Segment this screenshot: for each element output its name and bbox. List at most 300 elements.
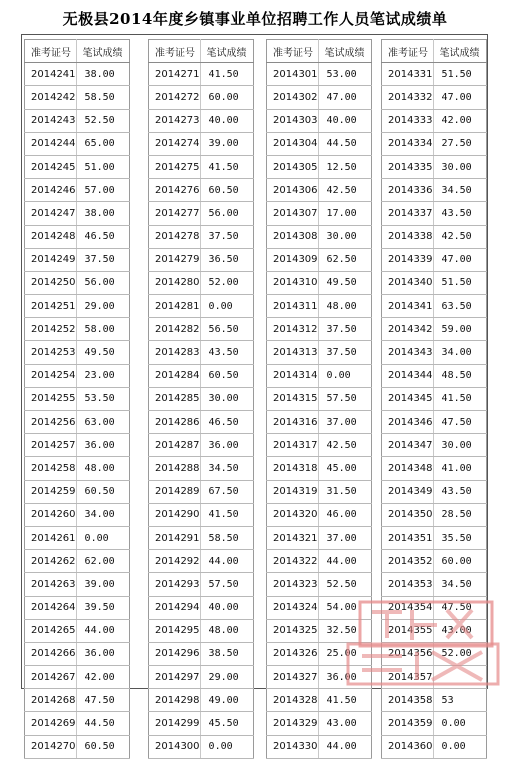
exam-number-cell: 2014352 — [382, 550, 434, 573]
table-row — [382, 179, 487, 202]
table-row — [149, 364, 254, 387]
header-written-score: 笔试成绩 — [76, 40, 129, 63]
score-cell: 45.50 — [200, 712, 253, 735]
page-title: 无极县2014年度乡镇事业单位招聘工作人员笔试成绩单 — [62, 10, 448, 28]
score-cell: 49.00 — [200, 689, 253, 712]
score-cell: 34.50 — [433, 573, 486, 596]
exam-number-cell: 2014360 — [382, 735, 434, 758]
header-written-score: 笔试成绩 — [433, 40, 486, 63]
table-row — [267, 642, 372, 665]
score-cell: 36.00 — [76, 434, 129, 457]
table-row — [149, 411, 254, 434]
score-cell: 67.50 — [200, 480, 253, 503]
exam-number-cell: 2014291 — [149, 526, 201, 549]
score-cell: 0.00 — [433, 735, 486, 758]
exam-number-cell: 2014344 — [382, 364, 434, 387]
exam-number-cell: 2014287 — [149, 434, 201, 457]
table-row — [149, 666, 254, 689]
table-row — [149, 63, 254, 86]
table-row — [25, 318, 130, 341]
exam-number-cell: 2014315 — [267, 387, 319, 410]
table-row — [267, 480, 372, 503]
exam-number-cell: 2014319 — [267, 480, 319, 503]
exam-number-cell: 2014320 — [267, 503, 319, 526]
exam-number-cell: 2014297 — [149, 666, 201, 689]
score-cell: 52.00 — [200, 271, 253, 294]
table-row — [267, 155, 372, 178]
score-cell: 30.00 — [433, 434, 486, 457]
exam-number-cell: 2014270 — [25, 735, 77, 758]
exam-number-cell: 2014247 — [25, 202, 77, 225]
table-row — [149, 341, 254, 364]
exam-number-cell: 2014269 — [25, 712, 77, 735]
table-row — [149, 155, 254, 178]
score-cell: 62.50 — [318, 248, 371, 271]
score-cell: 48.00 — [318, 295, 371, 318]
exam-number-cell: 2014278 — [149, 225, 201, 248]
exam-number-cell: 2014244 — [25, 132, 77, 155]
exam-number-cell: 2014353 — [382, 573, 434, 596]
table-header-row — [149, 40, 254, 63]
exam-number-cell: 2014283 — [149, 341, 201, 364]
exam-number-cell: 2014321 — [267, 526, 319, 549]
table-row — [382, 712, 487, 735]
table-row — [25, 179, 130, 202]
exam-number-cell: 2014329 — [267, 712, 319, 735]
table-row — [25, 503, 130, 526]
exam-number-cell: 2014248 — [25, 225, 77, 248]
score-cell: 37.50 — [76, 248, 129, 271]
score-cell: 43.00 — [433, 619, 486, 642]
table-row — [25, 364, 130, 387]
score-cell: 44.50 — [76, 712, 129, 735]
exam-number-cell: 2014258 — [25, 457, 77, 480]
exam-number-cell: 2014262 — [25, 550, 77, 573]
score-cell: 31.50 — [318, 480, 371, 503]
table-row — [267, 550, 372, 573]
exam-number-cell: 2014268 — [25, 689, 77, 712]
exam-number-cell: 2014323 — [267, 573, 319, 596]
exam-number-cell: 2014341 — [382, 295, 434, 318]
score-cell: 0.00 — [318, 364, 371, 387]
exam-number-cell: 2014249 — [25, 248, 77, 271]
exam-number-cell: 2014266 — [25, 642, 77, 665]
score-cell: 59.00 — [433, 318, 486, 341]
score-cell: 39.50 — [76, 596, 129, 619]
exam-number-cell: 2014289 — [149, 480, 201, 503]
score-cell: 37.00 — [318, 411, 371, 434]
score-cell: 36.00 — [200, 434, 253, 457]
score-cell: 27.50 — [433, 132, 486, 155]
table-header-row — [25, 40, 130, 63]
exam-number-cell: 2014322 — [267, 550, 319, 573]
table-row — [25, 109, 130, 132]
table-row — [267, 63, 372, 86]
exam-number-cell: 2014294 — [149, 596, 201, 619]
table-row — [382, 364, 487, 387]
table-row — [149, 132, 254, 155]
score-cell: 36.00 — [76, 642, 129, 665]
table-row — [382, 271, 487, 294]
table-row — [267, 411, 372, 434]
table-row — [267, 248, 372, 271]
table-row — [382, 225, 487, 248]
score-cell: 37.00 — [318, 526, 371, 549]
exam-number-cell: 2014288 — [149, 457, 201, 480]
table-row — [25, 434, 130, 457]
score-cell: 56.00 — [76, 271, 129, 294]
exam-number-cell: 2014312 — [267, 318, 319, 341]
table-row — [382, 550, 487, 573]
exam-number-cell: 2014296 — [149, 642, 201, 665]
score-cell: 65.00 — [76, 132, 129, 155]
score-cell: 44.00 — [318, 550, 371, 573]
score-cell: 34.00 — [433, 341, 486, 364]
table-row — [382, 619, 487, 642]
exam-number-cell: 2014241 — [25, 63, 77, 86]
exam-number-cell: 2014304 — [267, 132, 319, 155]
table-row — [149, 295, 254, 318]
score-cell: 44.00 — [200, 550, 253, 573]
score-cell: 43.50 — [433, 480, 486, 503]
exam-number-cell: 2014355 — [382, 619, 434, 642]
exam-number-cell: 2014261 — [25, 526, 77, 549]
table-row — [149, 179, 254, 202]
exam-number-cell: 2014242 — [25, 86, 77, 109]
score-cell: 47.00 — [433, 248, 486, 271]
table-row — [25, 341, 130, 364]
table-row — [25, 689, 130, 712]
table-row — [149, 318, 254, 341]
exam-number-cell: 2014307 — [267, 202, 319, 225]
table-row — [267, 619, 372, 642]
table-row — [267, 735, 372, 758]
exam-number-cell: 2014256 — [25, 411, 77, 434]
score-cell: 37.50 — [318, 341, 371, 364]
table-row — [25, 457, 130, 480]
score-cell: 32.50 — [318, 619, 371, 642]
table-row — [382, 596, 487, 619]
table-row — [149, 480, 254, 503]
score-table-1 — [24, 39, 130, 759]
exam-number-cell: 2014254 — [25, 364, 77, 387]
score-cell: 46.50 — [76, 225, 129, 248]
exam-number-cell: 2014335 — [382, 155, 434, 178]
exam-number-cell: 2014267 — [25, 666, 77, 689]
table-row — [267, 318, 372, 341]
table-row — [25, 271, 130, 294]
table-row — [25, 248, 130, 271]
score-table-2 — [148, 39, 254, 759]
score-cell: 53.00 — [318, 63, 371, 86]
exam-number-cell: 2014298 — [149, 689, 201, 712]
table-row — [149, 457, 254, 480]
table-row — [382, 341, 487, 364]
score-cell: 48.50 — [433, 364, 486, 387]
exam-number-cell: 2014339 — [382, 248, 434, 271]
score-cell: 42.00 — [433, 109, 486, 132]
table-header-row — [267, 40, 372, 63]
table-row — [267, 202, 372, 225]
score-cell: 35.50 — [433, 526, 486, 549]
score-cell: 36.00 — [318, 666, 371, 689]
score-cell: 37.50 — [200, 225, 253, 248]
table-header-row — [382, 40, 487, 63]
exam-number-cell: 2014255 — [25, 387, 77, 410]
exam-number-cell: 2014301 — [267, 63, 319, 86]
score-cell: 30.00 — [318, 225, 371, 248]
score-cell: 42.50 — [318, 179, 371, 202]
exam-number-cell: 2014302 — [267, 86, 319, 109]
table-row — [25, 86, 130, 109]
table-row — [382, 573, 487, 596]
score-cell: 60.00 — [200, 86, 253, 109]
table-row — [382, 411, 487, 434]
exam-number-cell: 2014324 — [267, 596, 319, 619]
table-row — [382, 503, 487, 526]
exam-number-cell: 2014257 — [25, 434, 77, 457]
table-row — [25, 526, 130, 549]
score-cell: 62.00 — [76, 550, 129, 573]
exam-number-cell: 2014260 — [25, 503, 77, 526]
table-row — [382, 526, 487, 549]
table-row — [25, 642, 130, 665]
header-exam-number: 准考证号 — [149, 40, 201, 63]
score-cell: 63.00 — [76, 411, 129, 434]
score-cell: 34.00 — [76, 503, 129, 526]
score-cell: 48.00 — [76, 457, 129, 480]
exam-number-cell: 2014348 — [382, 457, 434, 480]
score-cell: 57.00 — [76, 179, 129, 202]
exam-number-cell: 2014317 — [267, 434, 319, 457]
exam-number-cell: 2014259 — [25, 480, 77, 503]
score-cell: 29.00 — [76, 295, 129, 318]
exam-number-cell: 2014334 — [382, 132, 434, 155]
table-row — [267, 271, 372, 294]
score-cell: 41.50 — [318, 689, 371, 712]
score-cell: 29.00 — [200, 666, 253, 689]
exam-number-cell: 2014325 — [267, 619, 319, 642]
table-row — [382, 202, 487, 225]
exam-number-cell: 2014356 — [382, 642, 434, 665]
table-row — [382, 295, 487, 318]
table-row — [267, 364, 372, 387]
table-row — [149, 689, 254, 712]
table-row — [267, 434, 372, 457]
score-cell: 63.50 — [433, 295, 486, 318]
exam-number-cell: 2014313 — [267, 341, 319, 364]
score-cell: 42.50 — [318, 434, 371, 457]
exam-number-cell: 2014305 — [267, 155, 319, 178]
table-row — [267, 86, 372, 109]
exam-number-cell: 2014246 — [25, 179, 77, 202]
exam-number-cell: 2014314 — [267, 364, 319, 387]
table-row — [149, 271, 254, 294]
exam-number-cell: 2014306 — [267, 179, 319, 202]
table-row — [25, 735, 130, 758]
score-cell: 60.50 — [76, 480, 129, 503]
table-row — [25, 155, 130, 178]
exam-number-cell: 2014337 — [382, 202, 434, 225]
exam-number-cell: 2014245 — [25, 155, 77, 178]
table-row — [382, 480, 487, 503]
score-cell: 47.50 — [433, 596, 486, 619]
table-row — [149, 573, 254, 596]
score-cell: 51.50 — [433, 63, 486, 86]
exam-number-cell: 2014331 — [382, 63, 434, 86]
exam-number-cell: 2014280 — [149, 271, 201, 294]
table-row — [149, 503, 254, 526]
table-row — [267, 179, 372, 202]
score-cell: 39.00 — [200, 132, 253, 155]
table-row — [382, 689, 487, 712]
score-cell: 40.00 — [200, 109, 253, 132]
table-row — [25, 550, 130, 573]
score-table-4 — [381, 39, 487, 759]
score-cell: 43.00 — [318, 712, 371, 735]
table-row — [149, 596, 254, 619]
score-cell: 42.00 — [76, 666, 129, 689]
exam-number-cell: 2014346 — [382, 411, 434, 434]
exam-number-cell: 2014290 — [149, 503, 201, 526]
score-cell: 47.00 — [433, 86, 486, 109]
score-cell: 47.50 — [76, 689, 129, 712]
table-row — [267, 503, 372, 526]
score-cell: 0.00 — [200, 295, 253, 318]
table-row — [149, 225, 254, 248]
exam-number-cell: 2014272 — [149, 86, 201, 109]
exam-number-cell: 2014357 — [382, 666, 434, 689]
score-cell: 52.00 — [433, 642, 486, 665]
exam-number-cell: 2014358 — [382, 689, 434, 712]
table-row — [149, 712, 254, 735]
score-cell: 42.50 — [433, 225, 486, 248]
table-row — [382, 318, 487, 341]
table-row — [25, 666, 130, 689]
exam-number-cell: 2014300 — [149, 735, 201, 758]
table-row — [267, 109, 372, 132]
exam-number-cell: 2014271 — [149, 63, 201, 86]
exam-number-cell: 2014292 — [149, 550, 201, 573]
exam-number-cell: 2014273 — [149, 109, 201, 132]
score-cell: 53 — [433, 689, 486, 712]
exam-number-cell: 2014338 — [382, 225, 434, 248]
score-cell: 49.50 — [318, 271, 371, 294]
table-row — [382, 63, 487, 86]
table-row — [25, 202, 130, 225]
exam-number-cell: 2014332 — [382, 86, 434, 109]
score-cell: 0.00 — [76, 526, 129, 549]
table-row — [267, 341, 372, 364]
exam-number-cell: 2014318 — [267, 457, 319, 480]
exam-number-cell: 2014295 — [149, 619, 201, 642]
score-cell: 46.00 — [318, 503, 371, 526]
score-cell: 46.50 — [200, 411, 253, 434]
exam-number-cell: 2014343 — [382, 341, 434, 364]
exam-number-cell: 2014342 — [382, 318, 434, 341]
table-row — [382, 248, 487, 271]
exam-number-cell: 2014333 — [382, 109, 434, 132]
score-cell: 30.00 — [433, 155, 486, 178]
score-cell: 47.00 — [318, 86, 371, 109]
table-row — [149, 387, 254, 410]
table-row — [25, 387, 130, 410]
table-row — [25, 480, 130, 503]
exam-number-cell: 2014263 — [25, 573, 77, 596]
table-row — [267, 132, 372, 155]
score-cell: 40.00 — [200, 596, 253, 619]
header-exam-number: 准考证号 — [382, 40, 434, 63]
score-cell: 43.50 — [433, 202, 486, 225]
exam-number-cell: 2014276 — [149, 179, 201, 202]
table-row — [267, 526, 372, 549]
score-cell: 40.00 — [318, 109, 371, 132]
exam-number-cell: 2014327 — [267, 666, 319, 689]
exam-number-cell: 2014281 — [149, 295, 201, 318]
score-cell: 30.00 — [200, 387, 253, 410]
exam-number-cell: 2014345 — [382, 387, 434, 410]
header-exam-number: 准考证号 — [25, 40, 77, 63]
exam-number-cell: 2014354 — [382, 596, 434, 619]
score-cell: 52.50 — [76, 109, 129, 132]
table-row — [382, 132, 487, 155]
score-cell: 34.50 — [433, 179, 486, 202]
table-row — [25, 132, 130, 155]
exam-number-cell: 2014274 — [149, 132, 201, 155]
exam-number-cell: 2014252 — [25, 318, 77, 341]
score-cell: 12.50 — [318, 155, 371, 178]
score-cell: 60.50 — [200, 364, 253, 387]
table-row — [149, 619, 254, 642]
exam-number-cell: 2014308 — [267, 225, 319, 248]
exam-number-cell: 2014336 — [382, 179, 434, 202]
table-row — [149, 202, 254, 225]
score-cell: 41.50 — [433, 387, 486, 410]
table-row — [267, 295, 372, 318]
table-row — [25, 411, 130, 434]
exam-number-cell: 2014349 — [382, 480, 434, 503]
score-cell: 37.50 — [318, 318, 371, 341]
table-row — [149, 86, 254, 109]
exam-number-cell: 2014326 — [267, 642, 319, 665]
exam-number-cell: 2014328 — [267, 689, 319, 712]
score-cell: 58.50 — [200, 526, 253, 549]
table-row — [149, 248, 254, 271]
score-cell — [433, 666, 486, 689]
table-row — [25, 619, 130, 642]
exam-number-cell: 2014299 — [149, 712, 201, 735]
table-row — [382, 666, 487, 689]
table-row — [267, 689, 372, 712]
table-row — [382, 387, 487, 410]
table-row — [25, 712, 130, 735]
score-cell: 43.50 — [200, 341, 253, 364]
exam-number-cell: 2014251 — [25, 295, 77, 318]
score-cell: 38.50 — [200, 642, 253, 665]
table-row — [382, 86, 487, 109]
score-cell: 28.50 — [433, 503, 486, 526]
table-row — [25, 295, 130, 318]
score-cell: 58.50 — [76, 86, 129, 109]
table-row — [267, 712, 372, 735]
header-written-score: 笔试成绩 — [200, 40, 253, 63]
exam-number-cell: 2014351 — [382, 526, 434, 549]
table-row — [267, 666, 372, 689]
exam-number-cell: 2014293 — [149, 573, 201, 596]
table-row — [382, 642, 487, 665]
exam-number-cell: 2014309 — [267, 248, 319, 271]
exam-number-cell: 2014279 — [149, 248, 201, 271]
